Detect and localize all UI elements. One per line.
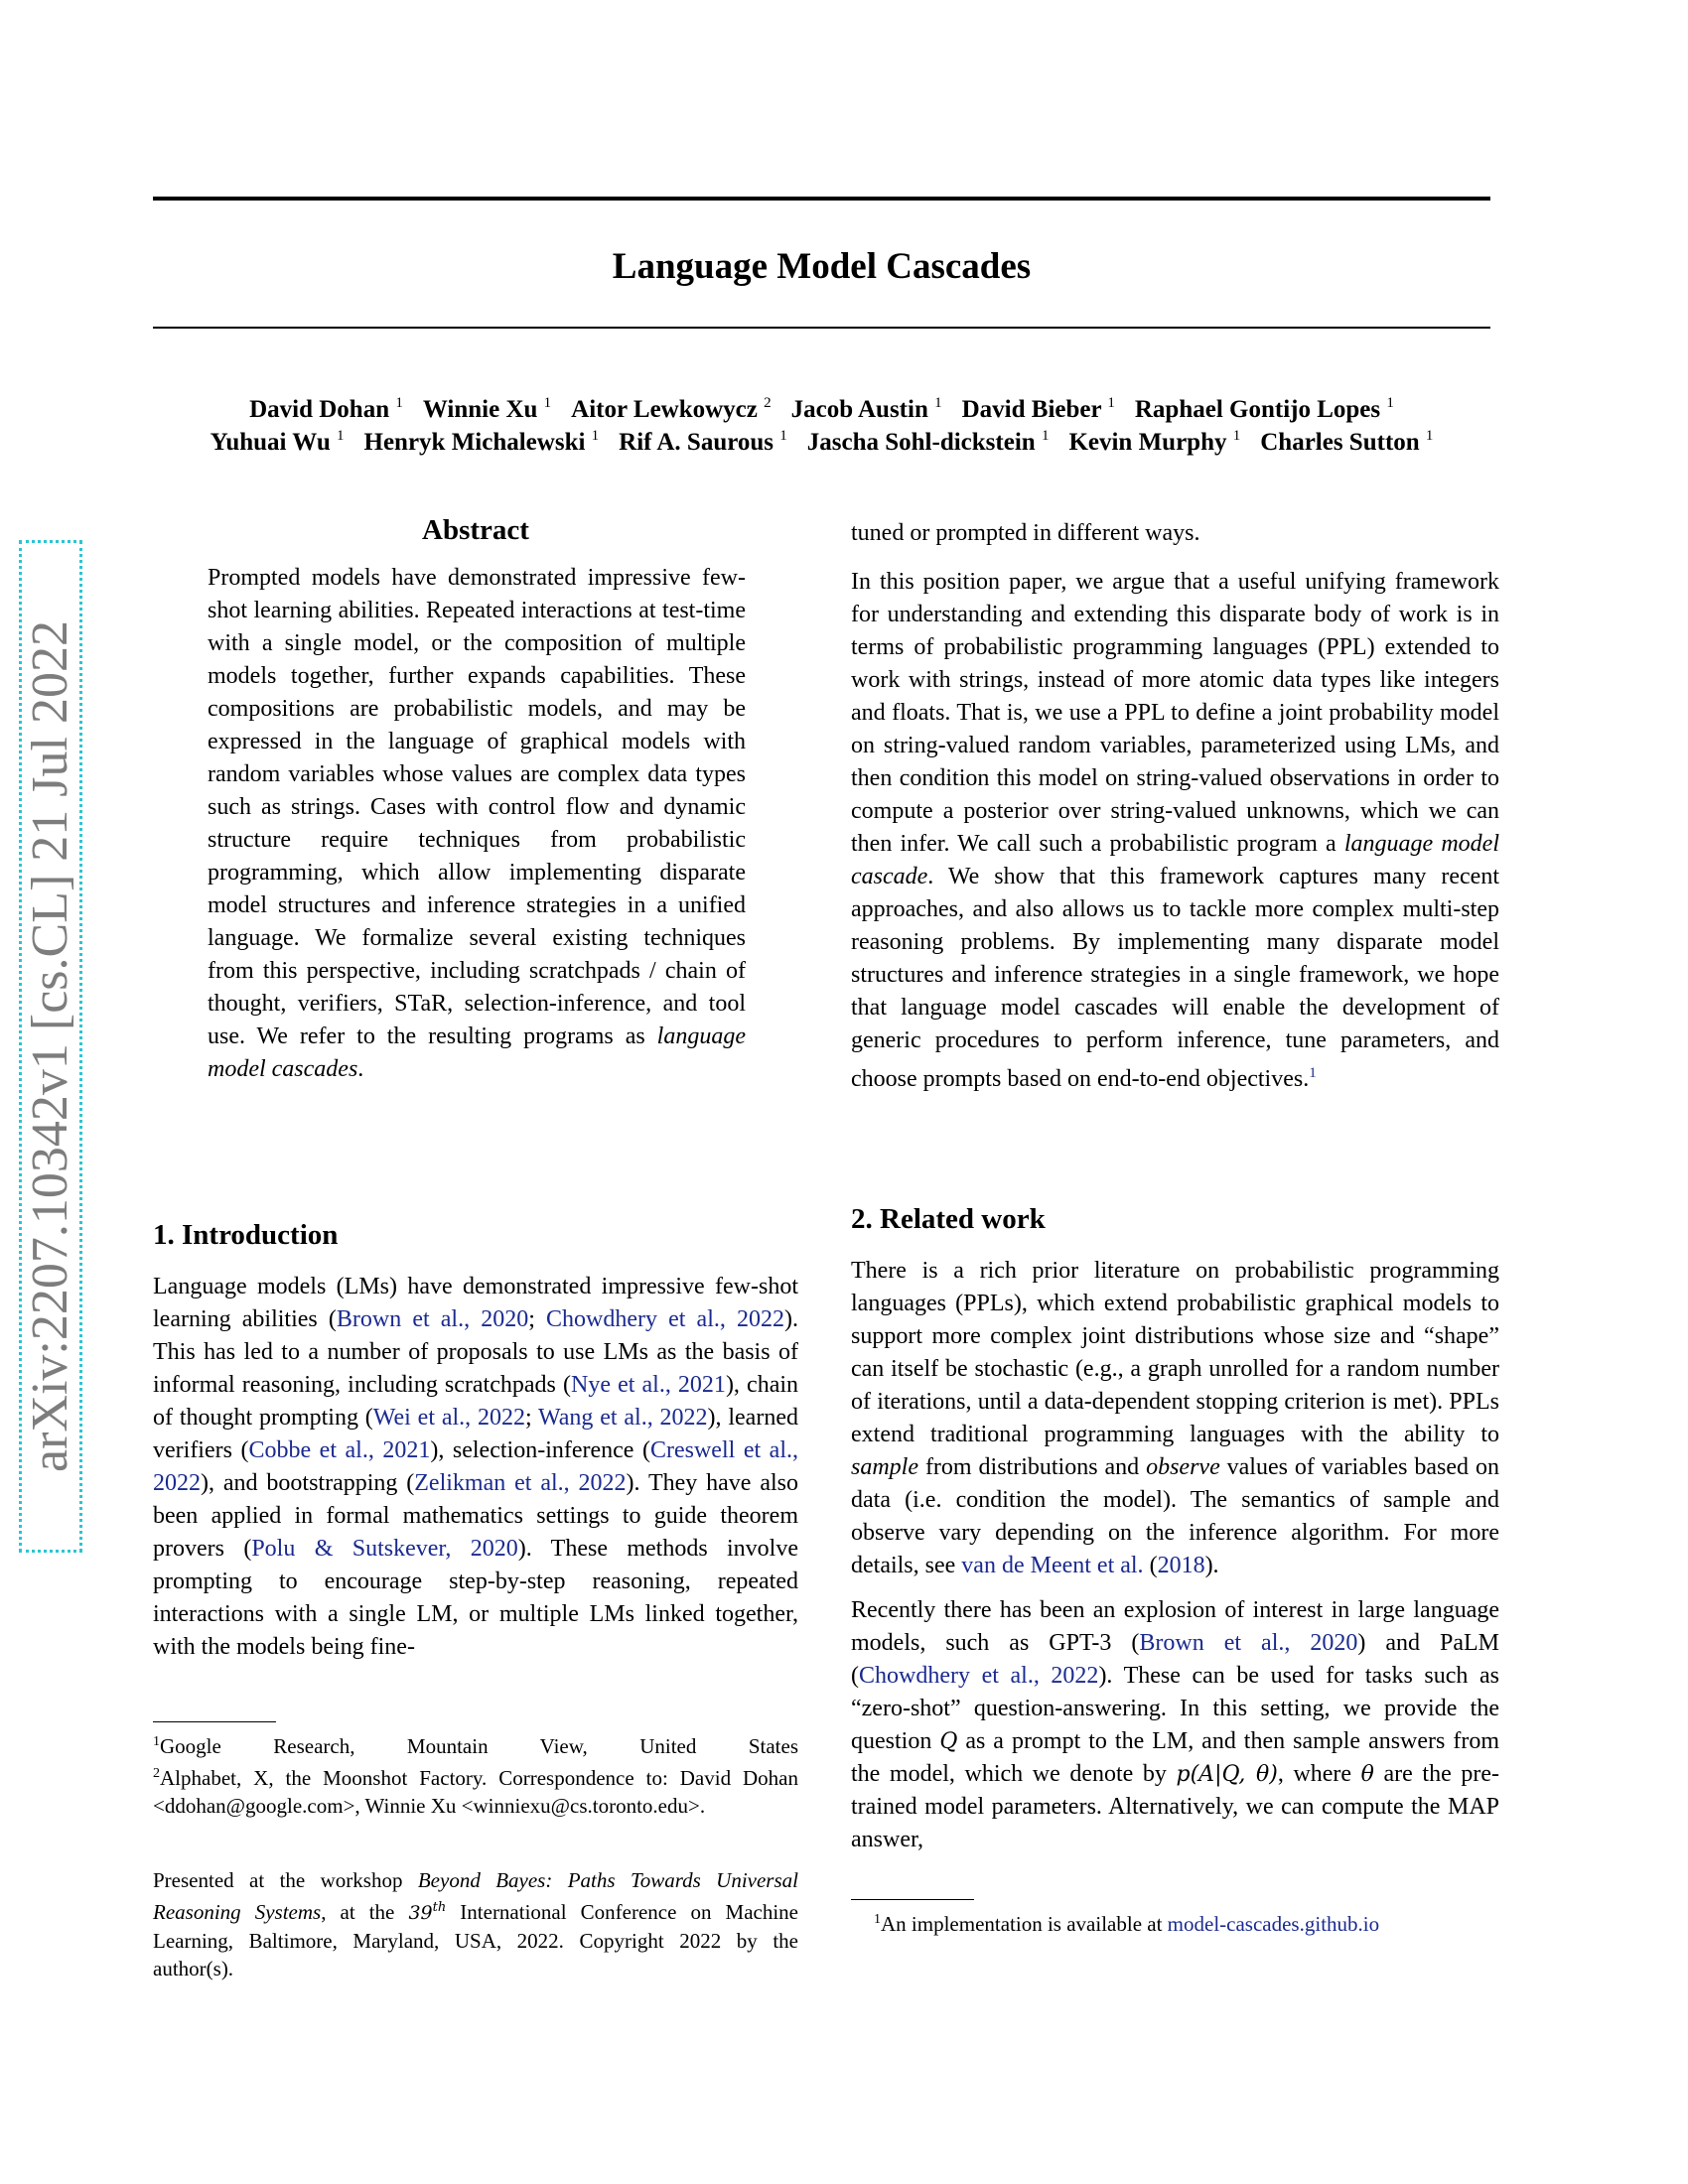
author-affiliation-marker: 1 xyxy=(779,428,787,444)
related-text: ) and PaLM ( xyxy=(851,1630,1499,1689)
related-text: as a prompt to the LM, and then sample answers from the model, which we denote by xyxy=(851,1728,1500,1787)
citation-link[interactable]: Brown et al., 2020 xyxy=(336,1306,529,1332)
related-text: Recently there has been an explosion of interest in large language models, such as GPT-3 ( xyxy=(851,1597,1499,1656)
footnote-marker: 2 xyxy=(153,1766,160,1781)
author-affiliation-marker: 1 xyxy=(1425,428,1434,444)
author-name-text: Aitor Lewkowycz xyxy=(571,396,758,424)
author-affiliation-marker: 1 xyxy=(934,395,942,411)
position-paragraph xyxy=(851,566,1499,1096)
title-top-rule xyxy=(153,197,1490,201)
citation-link[interactable]: Wang et al., 2022 xyxy=(538,1405,708,1431)
author-name xyxy=(1260,429,1433,456)
author-name xyxy=(364,429,600,456)
author-affiliation-marker: 1 xyxy=(543,395,552,411)
intro-text: ), and bootstrapping ( xyxy=(201,1470,415,1496)
intro-text: ; xyxy=(528,1306,546,1332)
venue-text: Presented at the workshop xyxy=(153,1868,418,1892)
key-term: observe xyxy=(1146,1454,1220,1480)
math-probability-expression: p(A|Q, θ) xyxy=(1176,1762,1278,1787)
citation-link[interactable]: Chowdhery et al., 2022 xyxy=(859,1663,1099,1689)
intro-text: ), selection-inference ( xyxy=(430,1437,650,1463)
citation-year-link[interactable]: 2018 xyxy=(1157,1553,1205,1578)
arxiv-identifier-stamp: arXiv:2207.10342v1 [cs.CL] 21 Jul 2022 xyxy=(19,540,82,1553)
math-question-symbol: Q xyxy=(939,1729,958,1754)
implementation-link[interactable]: model-cascades.github.io xyxy=(1167,1912,1380,1936)
key-term: sample xyxy=(851,1454,918,1480)
citation-link[interactable]: Cobbe et al., 2021 xyxy=(248,1437,431,1463)
key-term: language model cascade xyxy=(851,831,1500,889)
footnote-text: An implementation is available at xyxy=(881,1912,1168,1936)
related-work-text xyxy=(851,1255,1499,1856)
author-affiliation-marker: 1 xyxy=(1107,395,1115,411)
author-name-text: Yuhuai Wu xyxy=(210,429,331,457)
title-bottom-rule xyxy=(153,327,1490,329)
citation-link[interactable]: Polu & Sutskever, 2020 xyxy=(251,1536,518,1562)
intro-text: ). They have also been applied in formal mathematics settings to guide theorem provers ( xyxy=(153,1470,798,1562)
section-heading-introduction: 1. Introduction xyxy=(153,1219,339,1251)
author-name-text: Winnie Xu xyxy=(422,396,538,424)
intro-text: ), learned verifiers ( xyxy=(153,1405,798,1463)
author-name xyxy=(619,429,787,456)
continued-line: tuned or prompted in different ways. xyxy=(851,520,1200,546)
author-name xyxy=(249,396,403,423)
author-name-text: Jascha Sohl-dickstein xyxy=(806,429,1036,457)
author-affiliation-marker: 1 xyxy=(337,428,345,444)
intro-text: ; xyxy=(524,1405,539,1431)
footnote-rule-left xyxy=(153,1721,276,1722)
author-list-row-2 xyxy=(153,421,1490,459)
affiliation-footnote xyxy=(153,1728,798,1820)
author-affiliation-marker: 2 xyxy=(764,395,772,411)
citation-link[interactable]: Wei et al., 2022 xyxy=(372,1405,525,1431)
abstract-period: . xyxy=(357,1056,364,1082)
venue-footnote xyxy=(153,1866,798,1982)
author-name-text: Raphael Gontijo Lopes xyxy=(1134,396,1381,424)
author-name xyxy=(1068,429,1240,456)
citation-link[interactable]: Brown et al., 2020 xyxy=(1139,1630,1358,1656)
intro-text: ). This has led to a number of proposals to use LMs as the basis of informal reasoning, including scratchpads ( xyxy=(153,1306,798,1398)
footnote-reference[interactable]: 1 xyxy=(1309,1065,1317,1081)
citation-link[interactable]: Chowdhery et al., 2022 xyxy=(546,1306,784,1332)
footnote-marker: 1 xyxy=(153,1734,160,1749)
implementation-footnote xyxy=(874,1906,1499,1938)
venue-text: , at the xyxy=(321,1900,409,1924)
section-heading-related-work: 2. Related work xyxy=(851,1203,1046,1235)
position-text: . We show that this framework captures many recent approaches, and also allows us to tackle more complex multi-step reasoning problems. By implementing many disparate model structures and inference strategies in a single framework, we hope that language model cascades will enable the development of generic procedures to perform inference, tune parameters, and choose prompts based on end-to-end objectives. xyxy=(851,864,1499,1092)
citation-link[interactable]: Zelikman et al., 2022 xyxy=(414,1470,627,1496)
abstract-body: Prompted models have demonstrated impressive few-shot learning abilities. Repeated interactions at test-time with a single model, or the composition of multiple models together, further expands capabilities. These compositions are probabilistic models, and may be expressed in the language of graphical models with random variables whose values are complex data types such as strings. Cases with control flow and dynamic structure require techniques from probabilistic programming, which allow implementing disparate model structures and inference strategies in a unified language. We formalize several existing techniques from this perspective, including scratchpads / chain of thought, verifiers, STaR, selection-inference, and tool use. We refer to the resulting programs as xyxy=(208,565,746,1049)
author-name-text: Henryk Michalewski xyxy=(363,429,586,457)
author-affiliation-marker: 1 xyxy=(395,395,403,411)
related-text: from distributions and xyxy=(918,1454,1147,1480)
citation-link[interactable]: van de Meent et al. xyxy=(961,1553,1144,1578)
related-text: There is a rich prior literature on probabilistic programming languages (PPLs), which extend probabilistic graphical models to support more complex joint distributions whose size and “shape” can itself be stochastic (e.g., a graph unrolled for a random number of iterations, until a data-dependent stopping criterion is met). PPLs extend traditional programming languages with the ability to xyxy=(851,1258,1499,1447)
venue-text: International Conference on Machine Learning, Baltimore, Maryland, USA, 2022. Copyright 2022 by the author(s). xyxy=(153,1900,798,1980)
related-text: , where xyxy=(1277,1761,1361,1787)
abstract-text xyxy=(208,562,746,1086)
conference-ordinal: 39 xyxy=(408,1902,433,1924)
author-name xyxy=(791,396,942,423)
author-name-text: Charles Sutton xyxy=(1260,429,1420,457)
author-name-text: David Bieber xyxy=(961,396,1102,424)
intro-text: Language models (LMs) have demonstrated impressive few-shot learning abilities ( xyxy=(153,1274,798,1332)
related-text: ( xyxy=(1143,1553,1158,1578)
related-text: ). These can be used for tasks such as “zero-shot” question-answering. In this setting, we provide the question xyxy=(851,1663,1500,1754)
position-text: In this position paper, we argue that a useful unifying framework for understanding and extending this disparate body of work is in terms of probabilistic programming languages (PPL) extended to work with strings, instead of more atomic data types like integers and floats. That is, we use a PPL to define a joint probability model on string-valued random variables, parameterized using LMs, and then condition this model on string-valued observations in order to compute a posterior over string-valued unknowns, which we can then infer. We call such a probabilistic program a xyxy=(851,569,1499,857)
author-name xyxy=(211,429,345,456)
author-name-text: Jacob Austin xyxy=(790,396,928,424)
math-theta-symbol: θ xyxy=(1360,1762,1374,1787)
citation-link[interactable]: Creswell et al., 2022 xyxy=(153,1437,798,1496)
author-affiliation-marker: 1 xyxy=(1232,428,1241,444)
related-text: ). xyxy=(1204,1553,1219,1578)
related-text: values of variables based on data (i.e. condition the model). The semantics of sample and observe vary depending on the inference algorithm. For more details, see xyxy=(851,1454,1499,1578)
conference-ordinal-suffix: th xyxy=(432,1900,447,1915)
author-affiliation-marker: 1 xyxy=(1386,395,1394,411)
intro-text: ). These methods involve prompting to encourage step-by-step reasoning, repeated interactions with a single LM, or multiple LMs linked together, with the models being fine- xyxy=(153,1536,799,1660)
related-text: are the pre-trained model parameters. Alternatively, we can compute the MAP answer, xyxy=(851,1761,1499,1852)
intro-text: ), chain of thought prompting ( xyxy=(153,1372,799,1431)
abstract-heading: Abstract xyxy=(422,514,529,546)
abstract-term: language model cascades xyxy=(208,1024,746,1082)
author-name-text: Rif A. Saurous xyxy=(619,429,774,457)
author-name-text: David Dohan xyxy=(249,396,390,424)
author-name xyxy=(1135,396,1394,423)
author-name xyxy=(423,396,551,423)
author-name xyxy=(571,396,771,423)
affiliation-1: Google Research, Mountain View, United States xyxy=(160,1734,798,1758)
citation-link[interactable]: Nye et al., 2021 xyxy=(570,1372,726,1398)
footnote-marker: 1 xyxy=(874,1912,881,1927)
affiliation-2-correspondence: Alphabet, X, the Moonshot Factory. Correspondence to: David Dohan <ddohan@google.com>, Winnie Xu <winniexu@cs.toronto.edu>. xyxy=(153,1766,798,1818)
workshop-name: Beyond Bayes: Paths Towards Universal Reasoning Systems xyxy=(153,1868,798,1924)
author-affiliation-marker: 1 xyxy=(591,428,600,444)
author-name-text: Kevin Murphy xyxy=(1068,429,1227,457)
author-affiliation-marker: 1 xyxy=(1041,428,1050,444)
introduction-paragraph xyxy=(153,1271,798,1664)
author-name xyxy=(962,396,1115,423)
footnote-rule-right xyxy=(851,1899,974,1900)
paper-title: Language Model Cascades xyxy=(612,246,1032,287)
author-name xyxy=(807,429,1050,456)
